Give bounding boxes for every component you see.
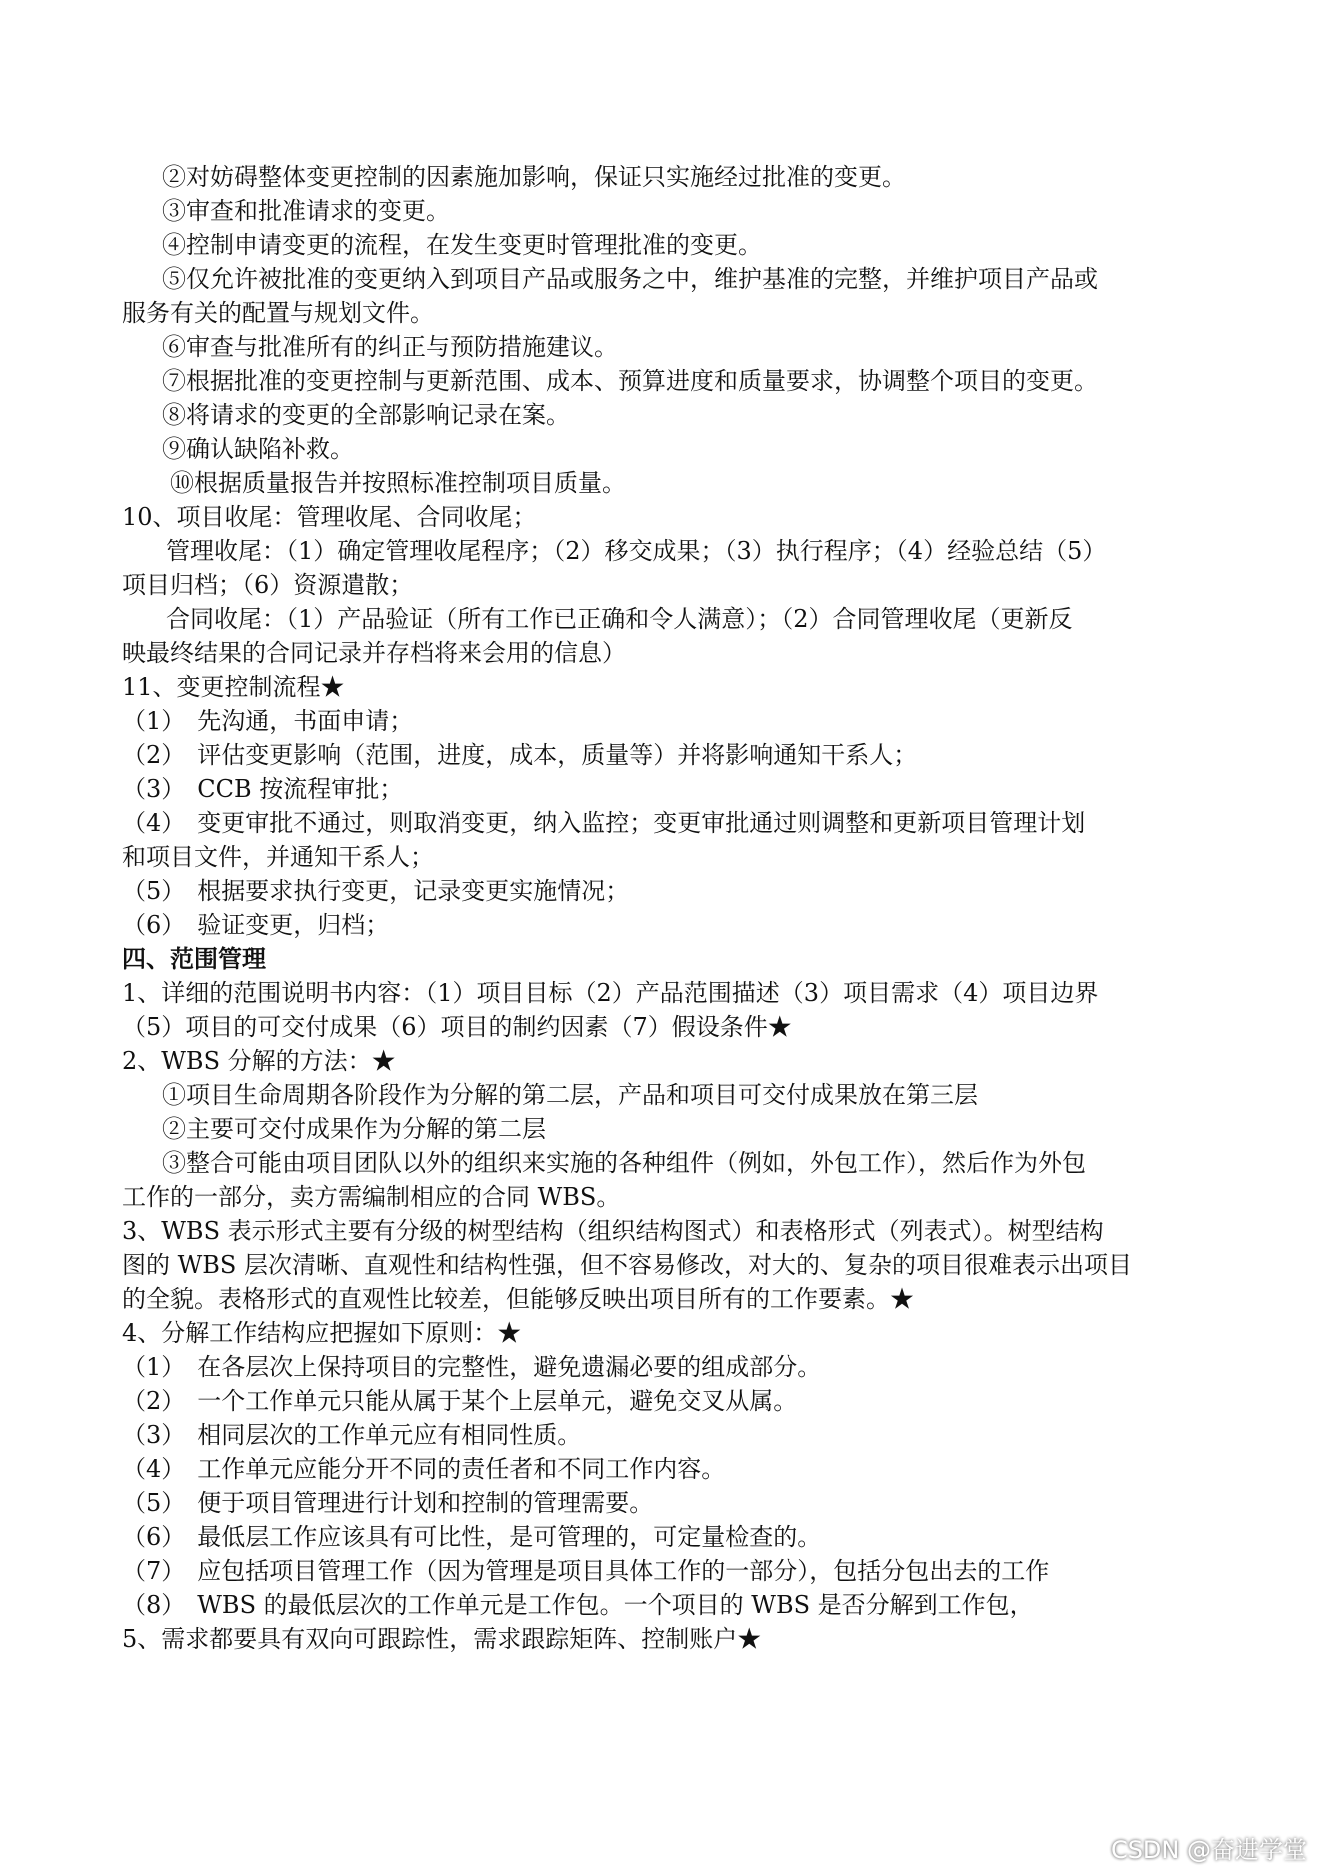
text-line: （2） 评估变更影响（范围，进度，成本，质量等）并将影响通知干系人； (122, 741, 918, 769)
text-line: 4、分解工作结构应把握如下原则：★ (122, 1319, 522, 1347)
text-line: 映最终结果的合同记录并存档将来会用的信息） (122, 639, 626, 667)
text-line: 的全貌。表格形式的直观性比较差，但能够反映出项目所有的工作要素。★ (122, 1285, 914, 1313)
text-line: （4） 工作单元应能分开不同的责任者和不同工作内容。 (122, 1455, 726, 1483)
text-line: （3） CCB 按流程审批； (122, 775, 404, 803)
text-line: 5、需求都要具有双向可跟踪性，需求跟踪矩阵、控制账户★ (122, 1625, 762, 1653)
text-line: （6） 验证变更，归档； (122, 911, 390, 939)
text-line: （1） 先沟通，书面申请； (122, 707, 414, 735)
text-line: （6） 最低层工作应该具有可比性，是可管理的，可定量检查的。 (122, 1523, 822, 1551)
text-line: ③审查和批准请求的变更。 (162, 197, 450, 225)
text-line: ①项目生命周期各阶段作为分解的第二层，产品和项目可交付成果放在第三层 (162, 1081, 978, 1109)
text-line: 服务有关的配置与规划文件。 (122, 299, 434, 327)
text-line: 2、WBS 分解的方法：★ (122, 1047, 396, 1075)
text-line: （5） 根据要求执行变更，记录变更实施情况； (122, 877, 630, 905)
text-line: ⑦根据批准的变更控制与更新范围、成本、预算进度和质量要求，协调整个项目的变更。 (162, 367, 1098, 395)
text-line: （3） 相同层次的工作单元应有相同性质。 (122, 1421, 582, 1449)
text-line: 11、变更控制流程★ (122, 673, 345, 701)
text-line: （1） 在各层次上保持项目的完整性，避免遗漏必要的组成部分。 (122, 1353, 822, 1381)
csdn-watermark: CSDN @奋进学堂 (1110, 1836, 1307, 1864)
text-line: 合同收尾：（1）产品验证（所有工作已正确和令人满意）；（2）合同管理收尾（更新反 (166, 605, 1073, 633)
text-line: （8） WBS 的最低层次的工作单元是工作包。一个项目的 WBS 是否分解到工作包， (122, 1591, 1034, 1619)
text-line: 工作的一部分，卖方需编制相应的合同 WBS。 (122, 1183, 621, 1211)
text-line: ⑩根据质量报告并按照标准控制项目质量。 (170, 469, 626, 497)
text-line: ②主要可交付成果作为分解的第二层 (162, 1115, 546, 1143)
text-line: （4） 变更审批不通过，则取消变更，纳入监控；变更审批通过则调整和更新项目管理计划 (122, 809, 1086, 837)
text-line: ⑥审查与批准所有的纠正与预防措施建议。 (162, 333, 618, 361)
text-line: 项目归档；（6）资源遣散； (122, 571, 414, 599)
text-line: （5）项目的可交付成果（6）项目的制约因素（7）假设条件★ (122, 1013, 792, 1041)
text-line: ②对妨碍整体变更控制的因素施加影响，保证只实施经过批准的变更。 (162, 163, 906, 191)
text-line: 和项目文件，并通知干系人； (122, 843, 434, 871)
text-line: ④控制申请变更的流程，在发生变更时管理批准的变更。 (162, 231, 762, 259)
section-heading: 四、范围管理 (122, 944, 266, 973)
text-line: 3、WBS 表示形式主要有分级的树型结构（组织结构图式）和表格形式（列表式）。树型结构 (122, 1217, 1104, 1245)
text-line: 10、项目收尾：管理收尾、合同收尾； (122, 503, 537, 531)
text-line: ⑧将请求的变更的全部影响记录在案。 (162, 401, 570, 429)
text-line: ⑤仅允许被批准的变更纳入到项目产品或服务之中，维护基准的完整，并维护项目产品或 (162, 265, 1098, 293)
text-line: 1、详细的范围说明书内容：（1）项目目标（2）产品范围描述（3）项目需求（4）项目边界 (122, 979, 1099, 1007)
text-line: （2） 一个工作单元只能从属于某个上层单元，避免交叉从属。 (122, 1387, 798, 1415)
text-line: 管理收尾：（1）确定管理收尾程序；（2）移交成果；（3）执行程序；（4）经验总结（5） (166, 537, 1107, 565)
text-line: （5） 便于项目管理进行计划和控制的管理需要。 (122, 1489, 654, 1517)
text-line: （7） 应包括项目管理工作（因为管理是项目具体工作的一部分），包括分包出去的工作 (122, 1557, 1050, 1585)
text-line: 图的 WBS 层次清晰、直观性和结构性强，但不容易修改，对大的、复杂的项目很难表示出项目 (122, 1251, 1133, 1279)
text-line: ⑨确认缺陷补救。 (162, 435, 354, 463)
text-line: ③整合可能由项目团队以外的组织来实施的各种组件（例如，外包工作），然后作为外包 (162, 1149, 1086, 1177)
